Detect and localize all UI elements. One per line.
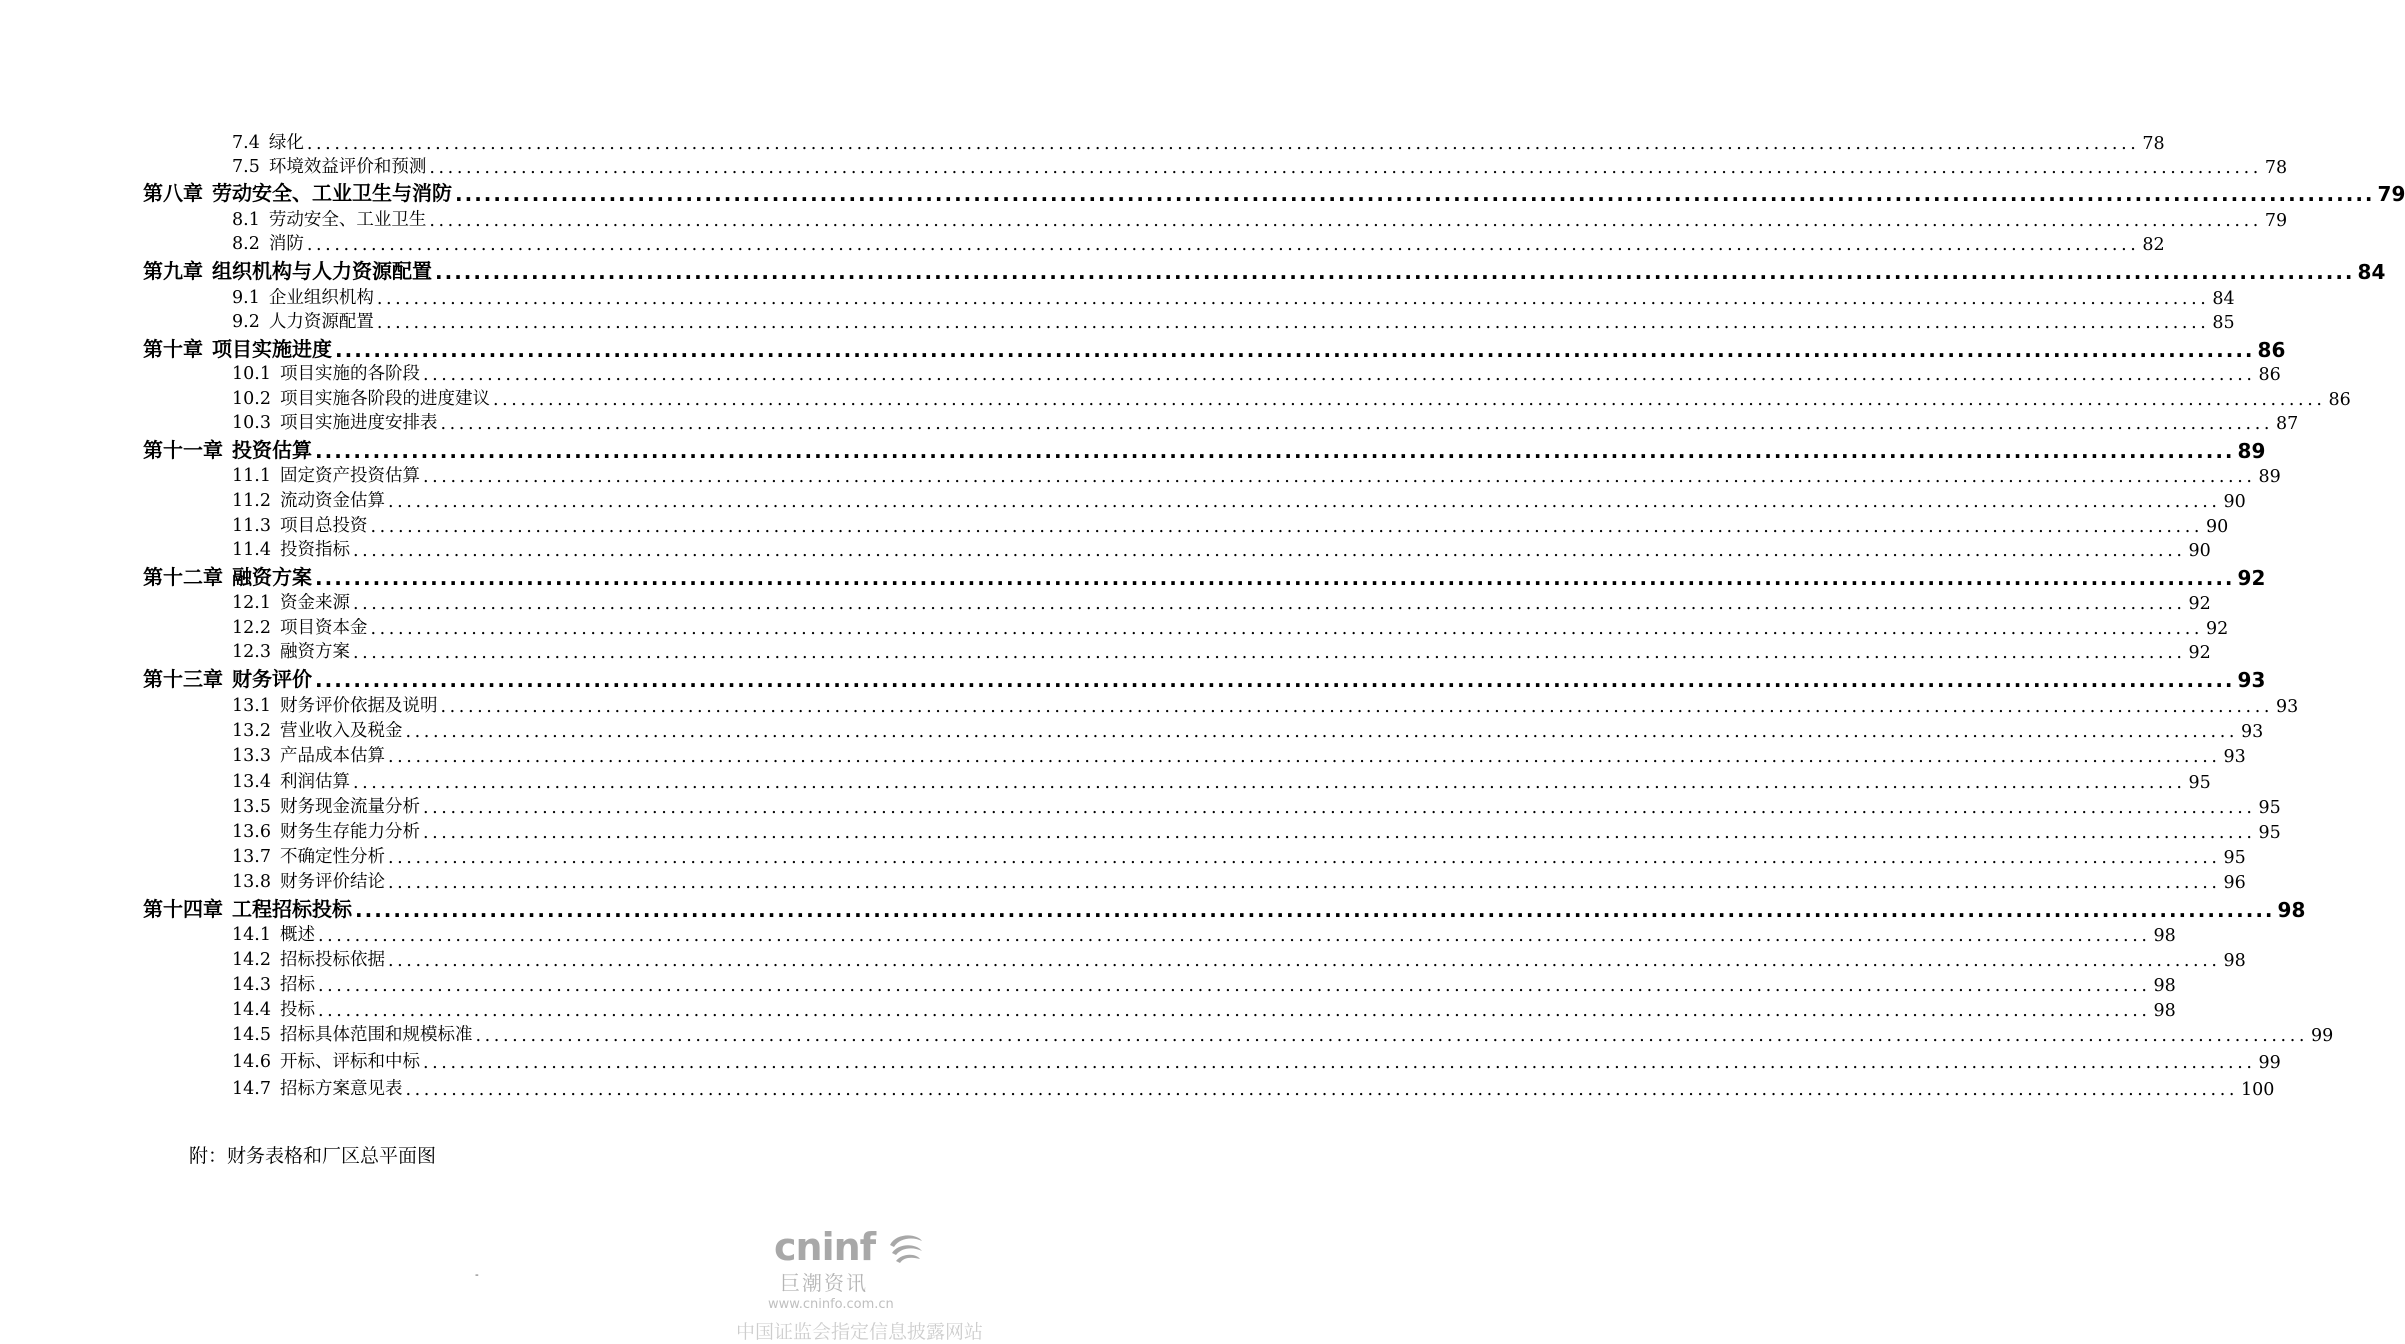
toc-page-number: 90 bbox=[2206, 517, 2229, 537]
toc-page-number: 82 bbox=[2142, 235, 2165, 255]
toc-page-number: 89 bbox=[2237, 439, 2266, 463]
toc-entry-number: 14.1 bbox=[232, 925, 271, 945]
toc-entry-title: 劳动安全、工业卫生 bbox=[268, 210, 427, 230]
toc-entry-number: 13.8 bbox=[232, 872, 271, 892]
toc-entry-title: 项目实施进度安排表 bbox=[279, 413, 438, 433]
toc-page-number: 93 bbox=[2241, 722, 2264, 742]
toc-chapter-row[interactable] bbox=[143, 563, 2266, 590]
toc-entry-title: 项目实施的各阶段 bbox=[279, 364, 420, 384]
toc-dot-leader: ........................................................................................................................................................................................................ bbox=[422, 1053, 2256, 1073]
toc-dot-leader: ........................................................................................................................................................................................................ bbox=[405, 722, 2239, 742]
toc-entry-label bbox=[232, 589, 350, 614]
toc-entry-title: 项目实施各阶段的进度建议 bbox=[279, 389, 490, 409]
toc-dot-leader: ........................................................................................................................................................................................................ bbox=[387, 492, 2221, 512]
toc-dot-leader: ........................................................................................................................................................................................................ bbox=[440, 697, 2274, 717]
toc-entry-title: 环境效益评价和预测 bbox=[268, 157, 427, 177]
toc-page-number: 93 bbox=[2276, 697, 2299, 717]
toc-dot-leader: ........................................................................................................................................................................................................ bbox=[387, 873, 2221, 893]
toc-entry-number: 7.5 bbox=[232, 157, 260, 177]
toc-entry-title: 财务生存能力分析 bbox=[279, 822, 420, 842]
toc-chapter-row[interactable] bbox=[143, 436, 2266, 463]
toc-section-row[interactable] bbox=[232, 843, 2246, 868]
toc-entry-number: 第十一章 bbox=[143, 438, 223, 462]
toc-entry-title: 资金来源 bbox=[279, 593, 350, 613]
toc-section-row[interactable] bbox=[232, 692, 2299, 717]
toc-dot-leader: ........................................................................................................................................................................................................ bbox=[306, 134, 2140, 154]
toc-dot-leader: ........................................................................................................................................................................................................ bbox=[405, 1080, 2239, 1100]
toc-dot-leader: ........................................................................................................................................................................................................ bbox=[440, 414, 2274, 434]
toc-dot-leader: ........................................................................................................................................................................................................ bbox=[317, 976, 2151, 996]
toc-chapter-row[interactable] bbox=[143, 895, 2306, 922]
toc-page-number: 78 bbox=[2142, 134, 2165, 154]
appendix-note: 附：财务表格和厂区总平面图 bbox=[189, 1145, 437, 1167]
toc-page-number: 79 bbox=[2264, 211, 2288, 231]
toc-entry-title: 劳动安全、工业卫生与消防 bbox=[212, 181, 452, 205]
toc-entry-title: 概述 bbox=[279, 925, 315, 945]
toc-entry-label bbox=[232, 946, 385, 971]
toc-entry-number: 9.2 bbox=[232, 312, 260, 332]
toc-entry-label bbox=[143, 893, 352, 922]
toc-entry-title: 产品成本估算 bbox=[279, 746, 385, 766]
toc-dot-leader: ........................................................................................................................................................................................................ bbox=[317, 1001, 2151, 1021]
toc-entry-title: 项目实施进度 bbox=[212, 337, 332, 361]
toc-entry-title: 招标 bbox=[279, 975, 315, 995]
toc-dot-leader: ........................................................................................................................................................................................................ bbox=[387, 747, 2221, 767]
toc-entry-title: 工程招标投标 bbox=[232, 897, 352, 921]
toc-entry-label bbox=[143, 434, 312, 463]
toc-page-number: 86 bbox=[2328, 390, 2351, 410]
toc-entry-label bbox=[232, 462, 420, 487]
watermark-logo-text: cninf bbox=[774, 1225, 876, 1269]
toc-entry-title: 人力资源配置 bbox=[268, 312, 374, 332]
toc-dot-leader: ........................................................................................................................................................................................................ bbox=[475, 1026, 2309, 1046]
toc-entry-title: 固定资产投资估算 bbox=[279, 466, 420, 486]
toc-entry-title: 项目总投资 bbox=[279, 516, 368, 536]
page-number-mark: - bbox=[475, 1268, 479, 1281]
toc-entry-title: 招标具体范围和规模标准 bbox=[279, 1025, 473, 1045]
toc-entry-number: 11.3 bbox=[232, 516, 271, 536]
toc-entry-title: 投资指标 bbox=[279, 540, 350, 560]
toc-section-row[interactable] bbox=[232, 768, 2211, 793]
toc-entry-label bbox=[232, 742, 385, 767]
toc-entry-title: 项目资本金 bbox=[279, 618, 368, 638]
toc-page-number: 90 bbox=[2223, 492, 2246, 512]
toc-dot-leader: ........................................................................................................................................................................................................ bbox=[492, 390, 2326, 410]
toc-entry-label bbox=[232, 206, 426, 231]
toc-dot-leader: ........................................................................................................................................................................................................ bbox=[422, 798, 2256, 818]
toc-entry-label bbox=[232, 487, 385, 512]
toc-entry-label bbox=[232, 385, 490, 410]
toc-entry-label bbox=[232, 308, 374, 333]
toc-entry-number: 第十四章 bbox=[143, 897, 223, 921]
toc-page-number: 79 bbox=[2377, 182, 2405, 206]
toc-chapter-row[interactable] bbox=[143, 257, 2386, 284]
toc-dot-leader: ........................................................................................................................................................................................................ bbox=[455, 182, 2375, 206]
toc-entry-title: 流动资金估算 bbox=[279, 491, 385, 511]
toc-page-number: 85 bbox=[2212, 313, 2235, 333]
toc-entry-title: 财务评价 bbox=[232, 667, 312, 691]
toc-chapter-row[interactable] bbox=[143, 179, 2405, 206]
toc-entry-number: 12.1 bbox=[232, 593, 271, 613]
toc-entry-label bbox=[143, 255, 432, 284]
cninfo-watermark bbox=[736, 1225, 984, 1344]
toc-entry-label bbox=[232, 818, 420, 843]
toc-page-number: 92 bbox=[2188, 594, 2211, 614]
toc-section-row[interactable] bbox=[232, 818, 2281, 843]
toc-entry-title: 不确定性分析 bbox=[279, 847, 385, 867]
toc-entry-number: 第十三章 bbox=[143, 667, 223, 691]
toc-entry-number: 13.4 bbox=[232, 772, 271, 792]
toc-dot-leader: ........................................................................................................................................................................................................ bbox=[422, 365, 2256, 385]
toc-dot-leader: ........................................................................................................................................................................................................ bbox=[387, 848, 2221, 868]
toc-entry-number: 11.4 bbox=[232, 540, 271, 560]
toc-dot-leader: ........................................................................................................................................................................................................ bbox=[376, 313, 2210, 333]
toc-entry-title: 企业组织机构 bbox=[268, 288, 374, 308]
toc-section-row[interactable] bbox=[232, 1048, 2281, 1073]
watermark-caption: 中国证监会指定信息披露网站 bbox=[736, 1321, 984, 1343]
toc-page-number: 92 bbox=[2206, 619, 2229, 639]
toc-entry-title: 投标 bbox=[279, 1000, 315, 1020]
toc-entry-number: 11.1 bbox=[232, 466, 271, 486]
toc-section-row[interactable] bbox=[232, 614, 2229, 639]
toc-page-number: 96 bbox=[2223, 873, 2246, 893]
toc-entry-title: 融资方案 bbox=[279, 642, 350, 662]
toc-entry-number: 13.7 bbox=[232, 847, 271, 867]
toc-section-row[interactable] bbox=[232, 971, 2176, 996]
toc-section-row[interactable] bbox=[232, 409, 2299, 434]
toc-dot-leader: ........................................................................................................................................................................................................ bbox=[355, 898, 2275, 922]
toc-entry-label bbox=[232, 536, 350, 561]
toc-page-number: 98 bbox=[2153, 926, 2176, 946]
toc-entry-number: 第十二章 bbox=[143, 565, 223, 589]
toc-page-number: 98 bbox=[2153, 976, 2176, 996]
toc-dot-leader: ........................................................................................................................................................................................................ bbox=[435, 260, 2355, 284]
toc-entry-label bbox=[232, 921, 315, 946]
toc-entry-number: 14.7 bbox=[232, 1079, 271, 1099]
toc-page-number: 87 bbox=[2276, 414, 2299, 434]
toc-entry-label bbox=[143, 663, 312, 692]
toc-entry-title: 绿化 bbox=[268, 133, 304, 153]
toc-page-number: 93 bbox=[2223, 747, 2246, 767]
toc-page-number: 95 bbox=[2188, 773, 2211, 793]
watermark-url: www.cninfo.com.cn bbox=[768, 1297, 894, 1312]
toc-entry-number: 14.4 bbox=[232, 1000, 271, 1020]
toc-section-row[interactable] bbox=[232, 996, 2176, 1021]
toc-section-row[interactable] bbox=[232, 1021, 2334, 1046]
toc-entry-label bbox=[232, 284, 374, 309]
toc-section-row[interactable] bbox=[232, 717, 2264, 742]
toc-entry-title: 财务评价结论 bbox=[279, 872, 385, 892]
toc-entry-number: 第九章 bbox=[143, 259, 203, 283]
toc-dot-leader: ........................................................................................................................................................................................................ bbox=[352, 773, 2186, 793]
toc-entry-label bbox=[232, 1021, 472, 1046]
toc-section-row[interactable] bbox=[232, 129, 2165, 154]
toc-dot-leader: ........................................................................................................................................................................................................ bbox=[376, 289, 2210, 309]
toc-entry-number: 11.2 bbox=[232, 491, 271, 511]
toc-section-row[interactable] bbox=[232, 230, 2165, 255]
toc-entry-label bbox=[232, 129, 304, 154]
toc-page-number: 99 bbox=[2311, 1026, 2334, 1046]
toc-entry-title: 开标、评标和中标 bbox=[279, 1052, 420, 1072]
toc-section-row[interactable] bbox=[232, 589, 2211, 614]
toc-page-number: 98 bbox=[2277, 898, 2306, 922]
toc-entry-number: 9.1 bbox=[232, 288, 260, 308]
toc-entry-title: 融资方案 bbox=[232, 565, 312, 589]
toc-page-number: 98 bbox=[2223, 951, 2246, 971]
toc-page-number: 92 bbox=[2237, 566, 2266, 590]
toc-section-row[interactable] bbox=[232, 793, 2281, 818]
toc-section-row[interactable] bbox=[232, 206, 2288, 231]
toc-section-row[interactable] bbox=[232, 946, 2246, 971]
toc-page-number: 95 bbox=[2223, 848, 2246, 868]
toc-section-row[interactable] bbox=[232, 487, 2246, 512]
toc-dot-leader: ........................................................................................................................................................................................................ bbox=[370, 619, 2204, 639]
toc-entry-label bbox=[232, 360, 420, 385]
toc-entry-label bbox=[232, 768, 350, 793]
toc-entry-title: 消防 bbox=[268, 234, 304, 254]
toc-entry-number: 14.3 bbox=[232, 975, 271, 995]
toc-entry-number: 12.3 bbox=[232, 642, 271, 662]
toc-entry-label bbox=[232, 638, 350, 663]
toc-dot-leader: ........................................................................................................................................................................................................ bbox=[335, 338, 2255, 362]
toc-section-row[interactable] bbox=[232, 284, 2235, 309]
toc-entry-title: 招标方案意见表 bbox=[279, 1079, 403, 1099]
toc-entry-label bbox=[232, 843, 385, 868]
toc-dot-leader: ........................................................................................................................................................................................................ bbox=[352, 541, 2186, 561]
toc-dot-leader: ........................................................................................................................................................................................................ bbox=[429, 211, 2262, 231]
toc-entry-title: 利润估算 bbox=[279, 772, 350, 792]
toc-entry-label bbox=[143, 333, 332, 362]
toc-entry-number: 14.5 bbox=[232, 1025, 271, 1045]
toc-section-row[interactable] bbox=[232, 1075, 2275, 1100]
toc-page-number: 90 bbox=[2188, 541, 2211, 561]
toc-section-row[interactable] bbox=[232, 512, 2229, 537]
toc-entry-title: 营业收入及税金 bbox=[279, 721, 403, 741]
toc-page-number: 99 bbox=[2258, 1053, 2281, 1073]
toc-entry-number: 10.2 bbox=[232, 389, 271, 409]
toc-section-row[interactable] bbox=[232, 868, 2246, 893]
toc-entry-number: 14.2 bbox=[232, 950, 271, 970]
toc-entry-label bbox=[232, 1048, 420, 1073]
toc-section-row[interactable] bbox=[232, 921, 2176, 946]
toc-dot-leader: ........................................................................................................................................................................................................ bbox=[352, 594, 2186, 614]
toc-dot-leader: ........................................................................................................................................................................................................ bbox=[315, 668, 2235, 692]
toc-section-row[interactable] bbox=[232, 308, 2235, 333]
toc-entry-title: 财务现金流量分析 bbox=[279, 797, 420, 817]
toc-entry-label bbox=[232, 971, 315, 996]
toc-entry-number: 第十章 bbox=[143, 337, 203, 361]
toc-page-number: 78 bbox=[2264, 158, 2288, 178]
toc-entry-number: 13.2 bbox=[232, 721, 271, 741]
toc-entry-number: 14.6 bbox=[232, 1052, 271, 1072]
toc-entry-number: 13.5 bbox=[232, 797, 271, 817]
toc-entry-number: 8.2 bbox=[232, 234, 260, 254]
toc-entry-number: 13.1 bbox=[232, 696, 271, 716]
toc-section-row[interactable] bbox=[232, 385, 2351, 410]
toc-chapter-row[interactable] bbox=[143, 665, 2266, 692]
toc-entry-number: 7.4 bbox=[232, 133, 260, 153]
toc-dot-leader: ........................................................................................................................................................................................................ bbox=[315, 439, 2235, 463]
toc-section-row[interactable] bbox=[232, 638, 2211, 663]
toc-entry-label bbox=[232, 692, 437, 717]
toc-entry-label bbox=[232, 512, 367, 537]
toc-entry-label bbox=[232, 409, 437, 434]
toc-page-number: 92 bbox=[2188, 643, 2211, 663]
toc-entry-label bbox=[232, 868, 385, 893]
watermark-name-cn: 巨潮资讯 bbox=[780, 1271, 868, 1295]
toc-dot-leader: ........................................................................................................................................................................................................ bbox=[370, 517, 2204, 537]
toc-entry-title: 投资估算 bbox=[232, 438, 312, 462]
toc-page-number: 86 bbox=[2257, 338, 2286, 362]
toc-dot-leader: ........................................................................................................................................................................................................ bbox=[317, 926, 2151, 946]
toc-entry-label bbox=[232, 153, 426, 178]
toc-entry-number: 13.6 bbox=[232, 822, 271, 842]
toc-page-number: 95 bbox=[2258, 798, 2281, 818]
toc-entry-label bbox=[232, 230, 304, 255]
toc-dot-leader: ........................................................................................................................................................................................................ bbox=[387, 951, 2221, 971]
toc-entry-number: 第八章 bbox=[143, 181, 203, 205]
toc-page-number: 89 bbox=[2258, 467, 2281, 487]
toc-dot-leader: ........................................................................................................................................................................................................ bbox=[429, 158, 2262, 178]
toc-section-row[interactable] bbox=[232, 153, 2288, 178]
toc-entry-title: 招标投标依据 bbox=[279, 950, 385, 970]
toc-dot-leader: ........................................................................................................................................................................................................ bbox=[306, 235, 2140, 255]
toc-section-row[interactable] bbox=[232, 462, 2281, 487]
toc-entry-label bbox=[232, 793, 420, 818]
toc-entry-label bbox=[232, 614, 367, 639]
toc-page-number: 95 bbox=[2258, 823, 2281, 843]
cninfo-swirl-icon bbox=[886, 1231, 926, 1267]
toc-section-row[interactable] bbox=[232, 742, 2246, 767]
toc-entry-number: 8.1 bbox=[232, 210, 260, 230]
toc-section-row[interactable] bbox=[232, 360, 2281, 385]
toc-page-number: 84 bbox=[2212, 289, 2235, 309]
toc-entry-number: 12.2 bbox=[232, 618, 271, 638]
toc-entry-number: 10.1 bbox=[232, 364, 271, 384]
toc-chapter-row[interactable] bbox=[143, 335, 2286, 362]
toc-section-row[interactable] bbox=[232, 536, 2211, 561]
toc-page-number: 100 bbox=[2241, 1080, 2275, 1100]
toc-entry-label bbox=[232, 996, 315, 1021]
toc-entry-number: 13.3 bbox=[232, 746, 271, 766]
toc-page-number: 86 bbox=[2258, 365, 2281, 385]
toc-page-number: 84 bbox=[2357, 260, 2386, 284]
toc-entry-label bbox=[232, 717, 402, 742]
toc-page-number: 93 bbox=[2237, 668, 2266, 692]
toc-entry-label bbox=[143, 561, 312, 590]
toc-dot-leader: ........................................................................................................................................................................................................ bbox=[422, 467, 2256, 487]
toc-page-number: 98 bbox=[2153, 1001, 2176, 1021]
toc-entry-title: 组织机构与人力资源配置 bbox=[212, 259, 432, 283]
toc-dot-leader: ........................................................................................................................................................................................................ bbox=[315, 566, 2235, 590]
toc-entry-number: 10.3 bbox=[232, 413, 271, 433]
toc-dot-leader: ........................................................................................................................................................................................................ bbox=[422, 823, 2256, 843]
toc-entry-label bbox=[143, 177, 452, 206]
toc-dot-leader: ........................................................................................................................................................................................................ bbox=[352, 643, 2186, 663]
toc-entry-label bbox=[232, 1075, 402, 1100]
toc-entry-title: 财务评价依据及说明 bbox=[279, 696, 438, 716]
